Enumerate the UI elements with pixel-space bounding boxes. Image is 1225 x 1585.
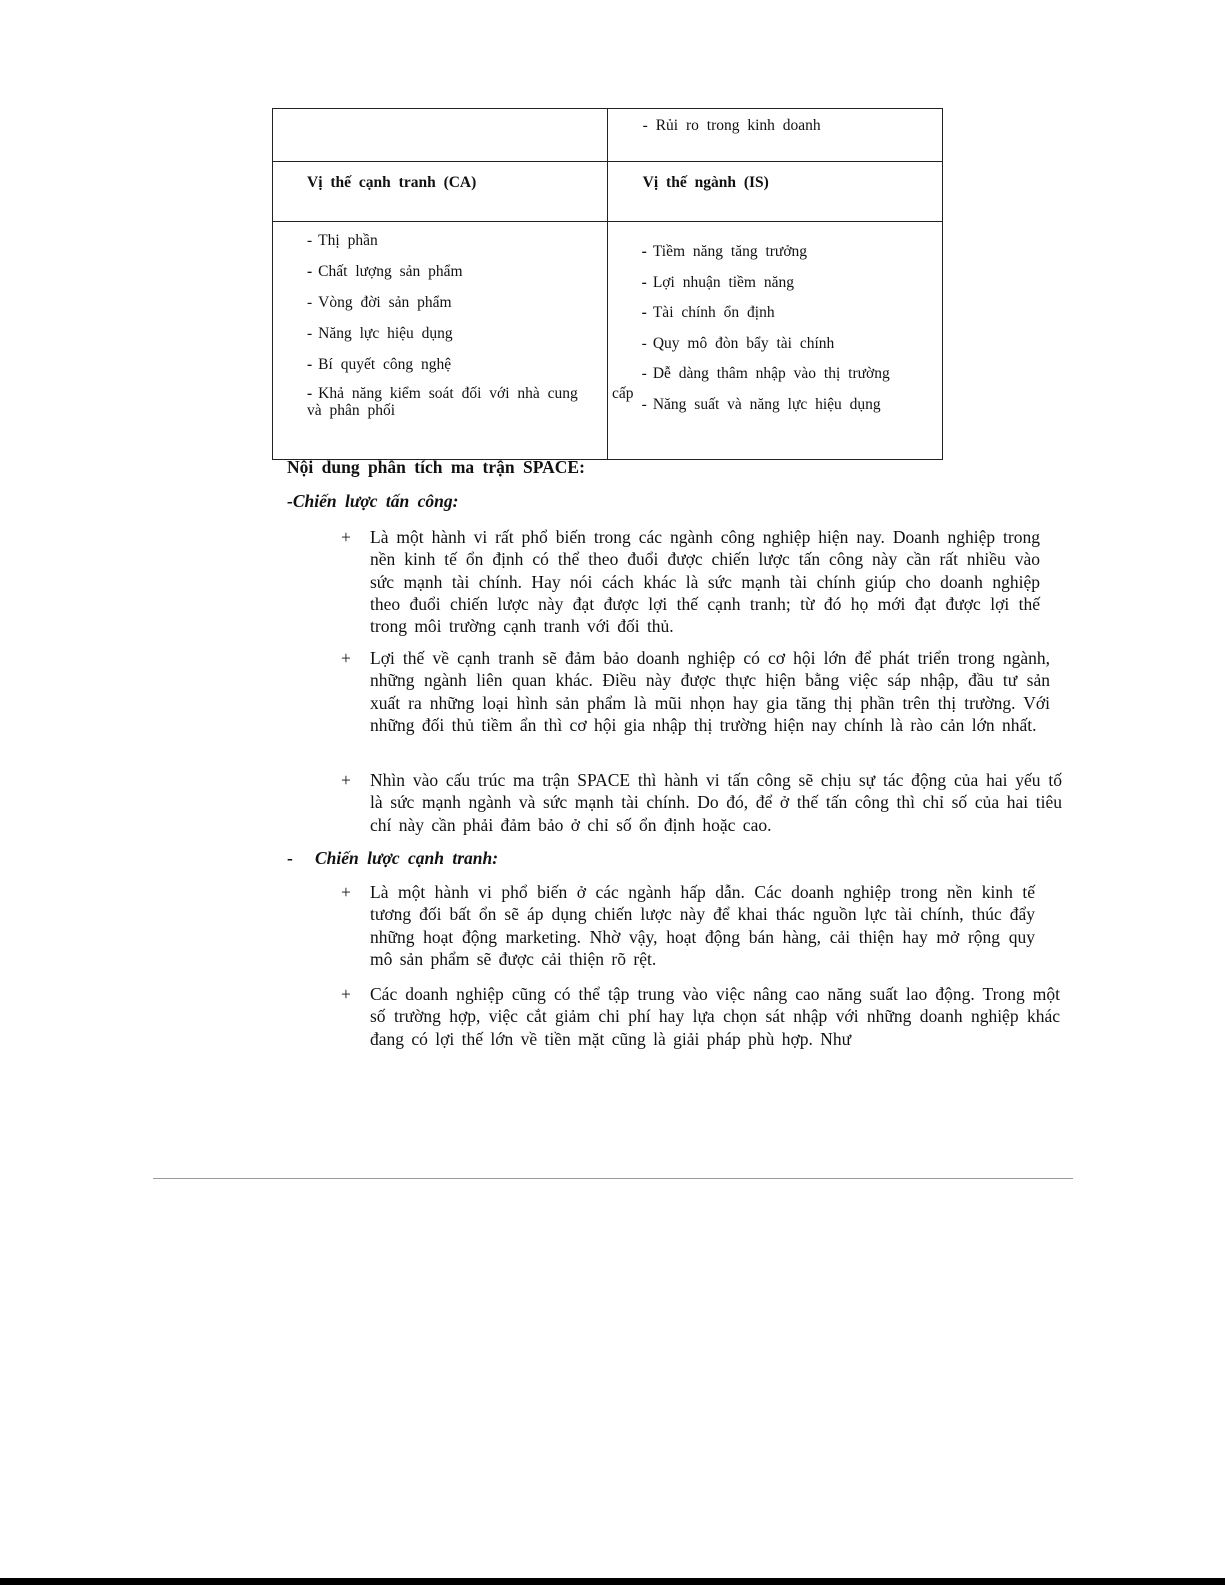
paragraph: Là một hành vi phổ biến ở các ngành hấp dẫn. Các doanh nghiệp trong nền kinh tế tương đối bất ổn sẽ áp dụng chiến lược này để khai thác nguồn lực tài chính, thúc đẩy những hoạt động marketing. Nhờ vậy, hoạt động bán hàng, cải thiện hay mở rộng quy mô sản phẩm sẽ được cải thiện rõ rệt. xyxy=(370,882,1035,969)
list-item: - Tiềm năng tăng trưởng xyxy=(641,243,808,260)
table-header-is: Vị thế ngành (IS) xyxy=(607,162,942,222)
subheading-attack-strategy: -Chiến lược tấn công: xyxy=(287,491,459,511)
subheading-competitive-strategy xyxy=(287,848,498,869)
table-cell-empty xyxy=(273,109,608,162)
list-item: - Năng lực hiệu dụng xyxy=(307,325,453,342)
list-item: - Lợi nhuận tiềm năng xyxy=(641,273,794,291)
table-header-ca: Vị thế cạnh tranh (CA) xyxy=(273,162,608,222)
list-item: - Vòng đời sản phẩm xyxy=(307,294,452,311)
paragraph: Nhìn vào cấu trúc ma trận SPACE thì hành vi tấn công sẽ chịu sự tác động của hai yếu tố là sức mạnh ngành và sức mạnh tài chính. Do đó, để ở thế tấn công thì chỉ số của hai tiêu chí này cần phải đảm bảo ở chỉ số ổn định hoặc cao. xyxy=(370,770,1062,835)
page-divider xyxy=(153,1178,1073,1179)
plus-bullet: + xyxy=(341,527,351,547)
subheading-text: Chiến lược cạnh tranh: xyxy=(315,848,499,868)
plus-bullet: + xyxy=(341,882,351,902)
table-row xyxy=(273,109,943,162)
dash-bullet: - xyxy=(287,848,293,868)
list-item: - Dễ dàng thâm nhập vào thị trường xyxy=(641,365,890,382)
table-row xyxy=(273,222,943,460)
overflow-word: cấp xyxy=(612,385,634,402)
list-item: - Quy mô đòn bẩy tài chính xyxy=(641,334,835,352)
section-heading: Nội dung phân tích ma trận SPACE: xyxy=(287,457,585,477)
plus-bullet: + xyxy=(341,770,351,790)
table-cell-business-risk: - Rủi ro trong kinh doanh xyxy=(607,109,942,162)
list-item: - Bí quyết công nghệ xyxy=(307,356,452,373)
list-item: - Khả năng kiểm soát đối với nhà cung và phân phối xyxy=(307,385,578,419)
ca-factor-list xyxy=(307,230,607,419)
table-cell-ca-list xyxy=(273,222,634,460)
list-item: - Thị phần xyxy=(307,232,378,249)
plus-bullet: + xyxy=(341,648,351,668)
table-cell-is-list xyxy=(607,222,942,460)
space-matrix-table xyxy=(272,108,943,460)
paragraph: Lợi thế về cạnh tranh sẽ đảm bảo doanh nghiệp có cơ hội lớn để phát triển trong ngành, những ngành liên quan khác. Điều này được thực hiện bằng việc sáp nhập, đầu tư sản xuất ra những loại hình sản phẩm là mũi nhọn hay gia tăng thị phần trên thị trường. Với những đối thủ tiềm ẩn thì cơ hội gia nhập thị trường hiện nay chính là rào cản lớn nhất. xyxy=(370,648,1050,735)
paragraph: Là một hành vi rất phổ biến trong các ngành công nghiệp hiện nay. Doanh nghiệp trong nền kinh tế ổn định có thể theo đuổi được chiến lược tấn công này cần rất nhiều vào sức mạnh tài chính. Hay nói cách khác là sức mạnh tài chính giúp cho doanh nghiệp theo đuổi chiến lược này đạt được lợi thế cạnh tranh; từ đó họ mới đạt được lợi thế trong môi trường cạnh tranh với đối thủ. xyxy=(370,527,1040,637)
list-item: - Tài chính ổn định xyxy=(641,304,775,321)
is-factor-list xyxy=(642,241,942,415)
paragraph: Các doanh nghiệp cũng có thể tập trung vào việc nâng cao năng suất lao động. Trong một số trường hợp, việc cắt giảm chi phí hay lựa chọn sát nhập với những doanh nghiệp khác đang có lợi thế lớn về tiền mặt cũng là giải pháp phù hợp. Như xyxy=(370,984,1060,1049)
table-row xyxy=(273,162,943,222)
plus-bullet: + xyxy=(341,984,351,1004)
list-item: - Chất lượng sản phẩm xyxy=(307,263,463,280)
list-item: - Năng suất và năng lực hiệu dụng xyxy=(641,395,881,413)
bottom-edge-bar xyxy=(0,1578,1225,1585)
